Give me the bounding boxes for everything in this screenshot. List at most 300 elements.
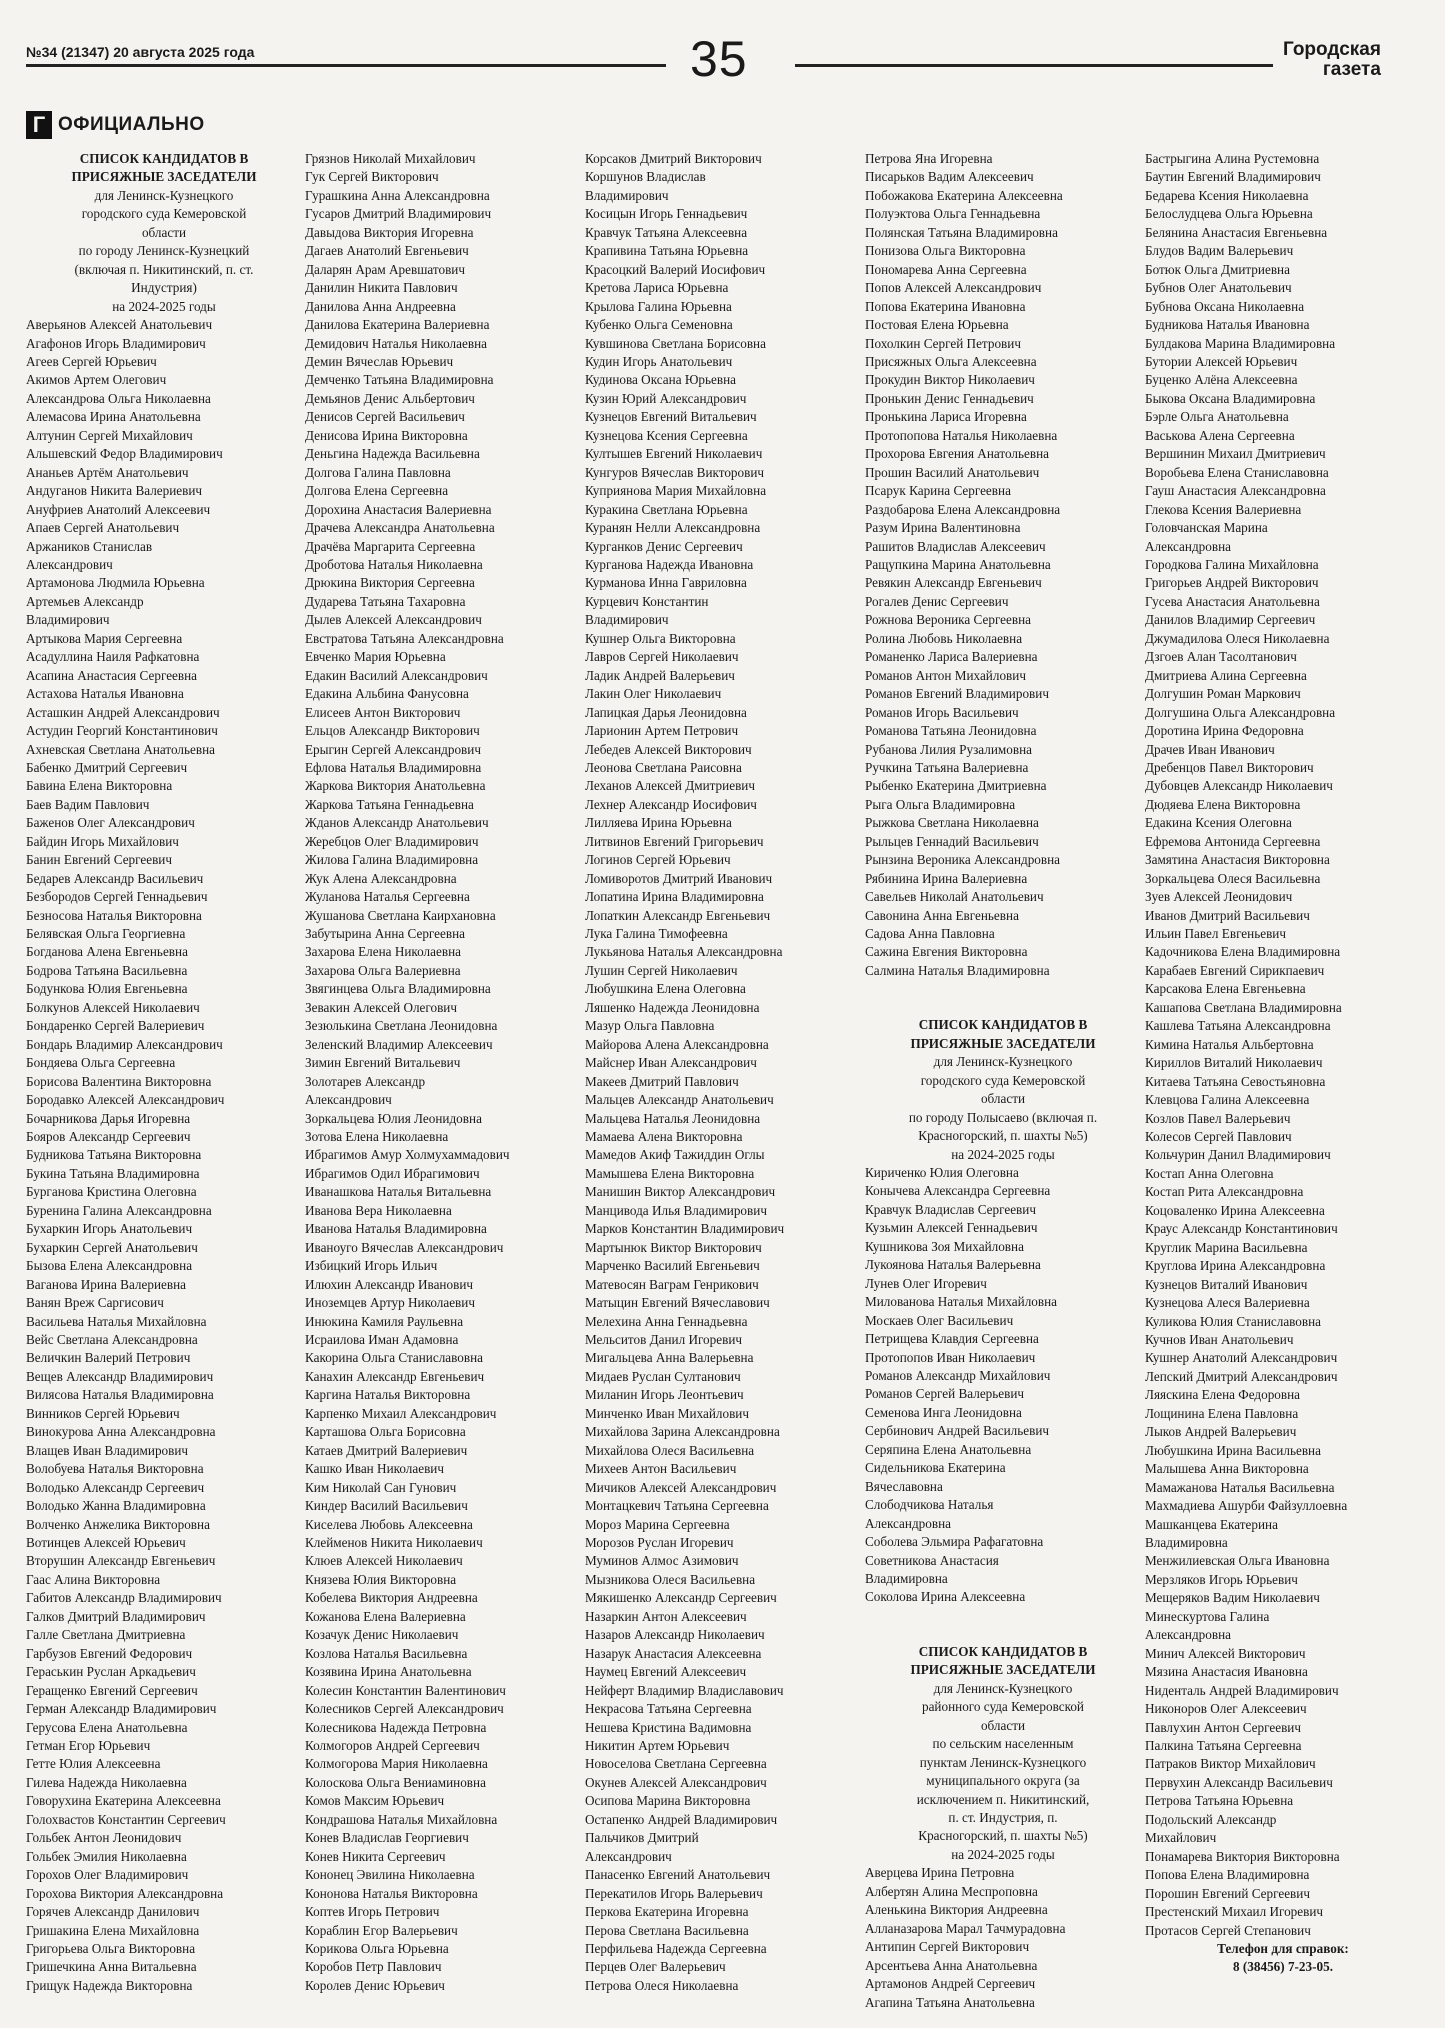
list-item: Захарова Елена Николаевна xyxy=(305,944,461,960)
list-item: Ручкина Татьяна Валериевна xyxy=(865,759,1029,775)
list-item: Владимирович xyxy=(585,612,669,628)
heading-line: (включая п. Никитинский, п. ст. xyxy=(74,261,254,277)
list-item: Петрова Олеся Николаевна xyxy=(585,1977,739,1993)
list-item: Слободчикова Наталья xyxy=(865,1497,994,1513)
header-rule-left xyxy=(26,64,666,67)
list-item: Болкунов Алексей Николаевич xyxy=(26,999,200,1015)
list-item: Сидельникова Екатерина xyxy=(865,1460,1006,1476)
list-item: Бызова Елена Александровна xyxy=(26,1258,193,1274)
list-item: Нейферт Владимир Владиславович xyxy=(585,1682,784,1698)
list-item: Лепский Дмитрий Александрович xyxy=(1145,1368,1338,1384)
list1-heading xyxy=(26,150,302,316)
list-item: Матевосян Ваграм Генрикович xyxy=(585,1276,759,1292)
newspaper-logo-icon: Г xyxy=(26,111,52,139)
list-item: Кузнецов Евгений Витальевич xyxy=(585,409,757,425)
list-item: Волченко Анжелика Викторовна xyxy=(26,1516,210,1532)
list-item: Жук Алена Александровна xyxy=(305,870,457,886)
list-item: Владимирович xyxy=(26,612,110,628)
list-item: Романов Евгений Владимирович xyxy=(865,686,1049,702)
column-2 xyxy=(305,150,581,1995)
list-item: Доротина Ирина Федоровна xyxy=(1145,723,1304,739)
list-item: Литвинов Евгений Григорьевич xyxy=(585,833,764,849)
list-item: Петрова Яна Игоревна xyxy=(865,151,993,166)
list-item: Зоркальцева Юлия Леонидовна xyxy=(305,1110,482,1126)
list-item: Захарова Ольга Валериевна xyxy=(305,962,461,978)
list-item: Ботюк Ольга Дмитриевна xyxy=(1145,261,1290,277)
list-item: Лушин Сергей Николаевич xyxy=(585,962,738,978)
list-item: Даларян Арам Аревшатович xyxy=(305,261,465,277)
list-item: Асапина Анастасия Сергеевна xyxy=(26,667,198,683)
list-item: Осипова Марина Викторовна xyxy=(585,1793,751,1809)
list-item: Рогалев Денис Сергеевич xyxy=(865,593,1009,609)
list-item: Рыбенко Екатерина Дмитриевна xyxy=(865,778,1047,794)
list-item: Корикова Ольга Юрьевна xyxy=(305,1940,449,1956)
list-item: Наумец Евгений Алексеевич xyxy=(585,1664,747,1680)
list-item: Семенова Инга Леонидовна xyxy=(865,1404,1022,1420)
list-item: Иванова Наталья Владимировна xyxy=(305,1221,487,1237)
list-item: Полуэктова Ольга Геннадьевна xyxy=(865,206,1041,222)
heading-line: СПИСОК КАНДИДАТОВ В xyxy=(918,1017,1088,1033)
list-item: Костап Рита Александровна xyxy=(1145,1184,1304,1200)
list-item: Горохов Олег Владимирович xyxy=(26,1867,189,1883)
list-item: Кушнер Ольга Викторовна xyxy=(585,630,736,646)
list-item: Денисова Ирина Викторовна xyxy=(305,427,468,443)
list-item: Бутории Алексей Юрьевич xyxy=(1145,353,1298,369)
list-item: Артыкова Мария Сергеевна xyxy=(26,630,183,646)
list-item: Крылова Галина Юрьевна xyxy=(585,298,732,314)
list-item: Бедарева Ксения Николаевна xyxy=(1145,187,1309,203)
list-item: Алтунин Сергей Михайлович xyxy=(26,427,193,443)
list-item: Лукьянова Наталья Александровна xyxy=(585,944,783,960)
list-item: Ильин Павел Евгеньевич xyxy=(1145,926,1286,942)
list-item: Буренина Галина Александровна xyxy=(26,1202,212,1218)
page-header xyxy=(0,0,1445,100)
list-item: Савонина Анна Евгеньевна xyxy=(865,907,1019,923)
list-item: Кононова Наталья Викторовна xyxy=(305,1885,478,1901)
list-item: Голохвастов Константин Сергеевич xyxy=(26,1811,226,1827)
section-label xyxy=(26,110,205,140)
list-item: Садова Анна Павловна xyxy=(865,926,995,942)
list-item: Бубнова Оксана Николаевна xyxy=(1145,298,1305,314)
spacer xyxy=(865,980,1141,1016)
list-item: Савельев Николай Анатольевич xyxy=(865,889,1044,905)
heading-line: на 2024-2025 годы xyxy=(951,1846,1055,1862)
list-item: Катаев Дмитрий Валериевич xyxy=(305,1442,468,1458)
list-item: Гилева Надежда Николаевна xyxy=(26,1774,187,1790)
list-item: Ванян Вреж Саргисович xyxy=(26,1295,164,1311)
heading-line: ПРИСЯЖНЫЕ ЗАСЕДАТЕЛИ xyxy=(910,1035,1096,1051)
list-item: Кузин Юрий Александрович xyxy=(585,390,747,406)
list-item: Городкова Галина Михайловна xyxy=(1145,556,1319,572)
list-item: Разум Ирина Валентиновна xyxy=(865,520,1021,536)
list-item: Кондрашова Наталья Михайловна xyxy=(305,1811,498,1827)
list-item: Албертян Алина Меспроповна xyxy=(865,1883,1038,1899)
list-item: Кудинова Оксана Юрьевна xyxy=(585,372,737,388)
list-item: Васильева Наталья Михайловна xyxy=(26,1313,207,1329)
list-item: Краус Александр Константинович xyxy=(1145,1221,1338,1237)
issue-info: №34 (21347) 20 августа 2025 года xyxy=(26,44,255,60)
list-item: Асташкин Андрей Александрович xyxy=(26,704,220,720)
list-item: Колмогорова Мария Николаевна xyxy=(305,1756,488,1772)
list-item: Малышева Анна Викторовна xyxy=(1145,1461,1309,1477)
list-item: Мамажанова Наталья Васильевна xyxy=(1145,1479,1335,1495)
list-item: Данилова Екатерина Валериевна xyxy=(305,317,490,333)
list-item: Дроботова Наталья Николаевна xyxy=(305,556,483,572)
list-item: Окунев Алексей Александрович xyxy=(585,1774,767,1790)
list-item: Деньгина Надежда Васильевна xyxy=(305,446,480,462)
list-item: Колоскова Ольга Вениаминовна xyxy=(305,1774,486,1790)
list-item: Иванов Дмитрий Васильевич xyxy=(1145,907,1310,923)
list-item: Владимировна xyxy=(1145,1534,1228,1550)
list-item: Дылев Алексей Александрович xyxy=(305,612,482,628)
list-item: Жеребцов Олег Владимирович xyxy=(305,833,479,849)
list-item: Ананьев Артём Анатольевич xyxy=(26,464,189,480)
list-item: Курганков Денис Сергеевич xyxy=(585,538,743,554)
list-item: Евстратова Татьяна Александровна xyxy=(305,630,504,646)
list-item: Бухаркин Игорь Анатольевич xyxy=(26,1221,193,1237)
list-item: Звягинцева Ольга Владимировна xyxy=(305,981,491,997)
list-item: Гришакина Елена Михайловна xyxy=(26,1922,200,1938)
list-item: Курманова Инна Гавриловна xyxy=(585,575,747,591)
list-item: Ефлова Наталья Владимировна xyxy=(305,759,482,775)
list-item: Махмадиева Ашурби Файзуллоевна xyxy=(1145,1498,1348,1514)
list-item: Драчев Иван Иванович xyxy=(1145,741,1275,757)
list-item: Кузьмин Алексей Геннадьевич xyxy=(865,1220,1038,1236)
heading-line: муниципального округа (за xyxy=(926,1773,1080,1789)
list-item: Аверьянов Алексей Анатольевич xyxy=(26,317,213,333)
list-item: Долгушина Ольга Александровна xyxy=(1145,704,1336,720)
list-item: Коробов Петр Павлович xyxy=(305,1959,442,1975)
list-item: Мякишенко Александр Сергеевич xyxy=(585,1590,777,1606)
column-1-names xyxy=(26,316,302,1995)
heading-line: СПИСОК КАНДИДАТОВ В xyxy=(79,151,249,166)
list-item: Андуганов Никита Валериевич xyxy=(26,483,203,499)
list-item: Дребенцов Павел Викторович xyxy=(1145,759,1314,775)
list-item: Минескуртова Галина xyxy=(1145,1608,1270,1624)
list-item: Бастрыгина Алина Рустемовна xyxy=(1145,151,1320,166)
list-item: Васькова Алена Сергеевна xyxy=(1145,427,1295,443)
list-item: Некрасова Татьяна Сергеевна xyxy=(585,1701,752,1717)
heading-line: для Ленинск-Кузнецкого xyxy=(94,187,234,203)
list-item: Мельситов Данил Игоревич xyxy=(585,1332,743,1347)
list-item: Зезюлькина Светлана Леонидовна xyxy=(305,1018,498,1034)
list-item: Кольчурин Данил Владимирович xyxy=(1145,1147,1331,1163)
list-item: Грязнов Николай Михайлович xyxy=(305,151,476,166)
list-item: Инюкина Камиля Раульевна xyxy=(305,1313,464,1329)
list-item: Бочарникова Дарья Игоревна xyxy=(26,1110,191,1126)
list-item: Винокурова Анна Александровна xyxy=(26,1424,216,1440)
list-item: Лыков Андрей Валерьевич xyxy=(1145,1424,1297,1440)
list-item: Минченко Иван Михайлович xyxy=(585,1405,749,1421)
list-item: Михайлова Зарина Александровна xyxy=(585,1424,780,1440)
list-item: Комов Максим Юрьевич xyxy=(305,1793,445,1809)
heading-line: области xyxy=(141,224,187,240)
list-item: Колесников Сергей Александрович xyxy=(305,1701,504,1717)
list-item: Будникова Татьяна Викторовна xyxy=(26,1147,202,1163)
list-item: Рыжкова Светлана Николаевна xyxy=(865,815,1039,831)
list-item: Кобелева Виктория Андреевна xyxy=(305,1590,478,1606)
list-item: Дударева Татьяна Тахаровна xyxy=(305,593,466,609)
list-item: Гераськин Руслан Аркадьевич xyxy=(26,1664,196,1680)
list-item: Зеленский Владимир Алексеевич xyxy=(305,1036,493,1052)
list-item: Данилов Владимир Сергеевич xyxy=(1145,612,1316,628)
list-item: Данилова Анна Андреевна xyxy=(305,298,456,314)
list-item: Горохова Виктория Александровна xyxy=(26,1885,224,1901)
list-item: Косицын Игорь Геннадьевич xyxy=(585,206,748,222)
list-item: Жаркова Виктория Анатольевна xyxy=(305,778,486,794)
list-item: Кубенко Ольга Семеновна xyxy=(585,317,733,333)
list-item: Мелехина Анна Геннадьевна xyxy=(585,1313,748,1329)
list-item: Зоркальцева Олеся Васильевна xyxy=(1145,870,1321,886)
list-item: Канахин Александр Евгеньевич xyxy=(305,1368,485,1384)
list-item: Романенко Лариса Валериевна xyxy=(865,649,1038,665)
list-item: Кожанова Елена Валериевна xyxy=(305,1608,466,1624)
list-item: Романов Сергей Валерьевич xyxy=(865,1386,1025,1402)
list-item: Белянина Анастасия Евгеньевна xyxy=(1145,224,1328,240)
list-item: Гольбек Антон Леонидович xyxy=(26,1830,182,1846)
list-item: Рубанова Лилия Рузалимовна xyxy=(865,741,1032,757)
list-item: Мальцева Наталья Леонидовна xyxy=(585,1110,761,1126)
list-item: Вершинин Михаил Дмитриевич xyxy=(1145,446,1326,462)
list-item: Присяжных Ольга Алексеевна xyxy=(865,353,1037,369)
list-item: Понизова Ольга Викторовна xyxy=(865,243,1026,259)
list-item: Лукоянова Наталья Валерьевна xyxy=(865,1257,1041,1273)
list-item: Мамышева Елена Викторовна xyxy=(585,1165,755,1181)
list-item: Салмина Наталья Владимировна xyxy=(865,962,1050,978)
list-item: Ефремова Антонида Сергеевна xyxy=(1145,833,1321,849)
list-item: Денисов Сергей Васильевич xyxy=(305,409,465,425)
list-item: Володько Жанна Владимировна xyxy=(26,1498,206,1514)
list-item: Гольбек Эмилия Николаевна xyxy=(26,1848,187,1864)
list-item: Дюдяева Елена Викторовна xyxy=(1145,796,1301,812)
list-item: Иноземцев Артур Николаевич xyxy=(305,1295,475,1311)
column-4 xyxy=(865,150,1141,2012)
list-item: Куранян Нелли Александровна xyxy=(585,520,761,536)
brand-line-2: газета xyxy=(1322,59,1381,80)
list-item: Бабенко Дмитрий Сергеевич xyxy=(26,759,188,775)
list-item: Вейс Светлана Александровна xyxy=(26,1332,198,1347)
list-item: Красоцкий Валерий Иосифович xyxy=(585,261,766,277)
list-item: Быкова Оксана Владимировна xyxy=(1145,390,1316,406)
list-item: Писарьков Вадим Алексеевич xyxy=(865,169,1034,185)
list-item: Макеев Дмитрий Павлович xyxy=(585,1073,739,1089)
heading-line: городского суда Кемеровской xyxy=(81,206,247,222)
list-item: Крапивина Татьяна Юрьевна xyxy=(585,243,749,259)
list-item: Раздобарова Елена Александровна xyxy=(865,501,1061,517)
list-item: Майорова Алена Александровна xyxy=(585,1036,769,1052)
list-item: Вилясова Наталья Владимировна xyxy=(26,1387,214,1403)
list-item: Лехнер Александр Иосифович xyxy=(585,796,757,812)
list-item: Князева Юлия Викторовна xyxy=(305,1571,457,1587)
column-1 xyxy=(26,150,302,1995)
list-item: Дорохина Анастасия Валериевна xyxy=(305,501,492,517)
list-item: Любушкина Елена Олеговна xyxy=(585,981,746,997)
list-item: Банин Евгений Сергеевич xyxy=(26,852,172,868)
list-item: Агапина Татьяна Анатольевна xyxy=(865,1994,1035,2010)
list-item: Бубнов Олег Анатольевич xyxy=(1145,280,1292,296)
list-item: Павлухин Антон Сергеевич xyxy=(1145,1719,1301,1735)
list3-heading xyxy=(865,1643,1141,1864)
list-item: Мамедов Акиф Тажиддин Оглы xyxy=(585,1147,765,1163)
list-item: Глекова Ксения Валериевна xyxy=(1145,501,1302,517)
list-item: Протопопов Иван Николаевич xyxy=(865,1349,1036,1365)
column-3-names xyxy=(585,150,861,1995)
list-item: Агеев Сергей Юрьевич xyxy=(26,353,157,369)
list-item: Вещев Александр Владимирович xyxy=(26,1368,214,1384)
list-item: Геращенко Евгений Сергеевич xyxy=(26,1682,198,1698)
list-item: Александрович xyxy=(585,1848,672,1864)
list-item: Давыдова Виктория Игоревна xyxy=(305,224,474,240)
list-item: Буценко Алёна Алексеевна xyxy=(1145,372,1298,388)
list-item: Данилин Никита Павлович xyxy=(305,280,458,296)
list-item: Рашитов Владислав Алексеевич xyxy=(865,538,1046,554)
list-item: Конев Никита Сергеевич xyxy=(305,1848,446,1864)
list-item: Романов Игорь Васильевич xyxy=(865,704,1019,720)
list-item: Монтацкевич Татьяна Сергеевна xyxy=(585,1498,769,1514)
list-item: Попова Екатерина Ивановна xyxy=(865,298,1026,314)
list-item: Ваганова Ирина Валериевна xyxy=(26,1276,186,1292)
list-item: Менжилиевская Ольга Ивановна xyxy=(1145,1553,1330,1569)
list-item: Гарбузов Евгений Федорович xyxy=(26,1645,193,1661)
list-item: Круглик Марина Васильевна xyxy=(1145,1239,1308,1255)
list-item: Пальчиков Дмитрий xyxy=(585,1830,699,1846)
footer-phone-label: Телефон для справок: xyxy=(1217,1940,1349,1956)
list-item: Иванова Вера Николаевна xyxy=(305,1202,452,1218)
list-item: Долгова Елена Сергеевна xyxy=(305,483,449,499)
heading-line: ПРИСЯЖНЫЕ ЗАСЕДАТЕЛИ xyxy=(910,1662,1096,1678)
list-item: Долгушин Роман Маркович xyxy=(1145,686,1301,702)
list-item: Матыцин Евгений Вячеславович xyxy=(585,1295,770,1311)
list-item: Антипин Сергей Викторович xyxy=(865,1939,1030,1955)
list-item: Гусева Анастасия Анатольевна xyxy=(1145,593,1320,609)
list-item: Бородавко Алексей Александрович xyxy=(26,1092,225,1108)
list-item: Артамонова Людмила Юрьевна xyxy=(26,575,205,591)
list-item: Мызникова Олеся Васильевна xyxy=(585,1571,756,1587)
list2-names xyxy=(865,1164,1141,1607)
list-item: Кувшинова Светлана Борисовна xyxy=(585,335,766,351)
list-item: Евченко Мария Юрьевна xyxy=(305,649,446,665)
list-item: Рожнова Вероника Сергеевна xyxy=(865,612,1032,628)
list-item: Михайлович xyxy=(1145,1830,1217,1846)
list-item: Байдин Игорь Михайлович xyxy=(26,833,179,849)
list-item: Ниденталь Андрей Владимирович xyxy=(1145,1682,1339,1698)
list-item: Кузнецов Виталий Иванович xyxy=(1145,1276,1308,1292)
list-item: Кораблин Егор Валерьевич xyxy=(305,1922,458,1938)
list-item: Аржаников Станислав xyxy=(26,538,153,554)
list-item: Кашлева Татьяна Александровна xyxy=(1145,1018,1331,1034)
list-item: Романов Антон Михайлович xyxy=(865,667,1026,683)
list-item: Едакина Альбина Фанусовна xyxy=(305,686,469,702)
list-item: Постовая Елена Юрьевна xyxy=(865,317,1009,333)
heading-line: ПРИСЯЖНЫЕ ЗАСЕДАТЕЛИ xyxy=(71,169,257,185)
heading-line: пунктам Ленинск-Кузнецкого xyxy=(919,1754,1087,1770)
list-item: Кузнецова Алеся Валериевна xyxy=(1145,1295,1310,1311)
list-item: Альшевский Федор Владимирович xyxy=(26,446,223,462)
list-item: Курганова Надежда Ивановна xyxy=(585,556,754,572)
list-item: Куприянова Мария Михайловна xyxy=(585,483,767,499)
list-item: Дзгоев Алан Тасолтанович xyxy=(1145,649,1297,665)
heading-line: городского суда Кемеровской xyxy=(920,1072,1086,1088)
list-item: Манцивода Илья Владимирович xyxy=(585,1202,767,1218)
list-item: Воробьева Елена Станиславовна xyxy=(1145,464,1329,480)
list-item: Рябинина Ирина Валериевна xyxy=(865,870,1028,886)
list-item: Лопатина Ирина Владимировна xyxy=(585,889,764,905)
list-item: Морозов Руслан Игоревич xyxy=(585,1534,734,1550)
list-item: Бондарь Владимир Александрович xyxy=(26,1036,223,1052)
list-item: Бэрле Ольга Анатольевна xyxy=(1145,409,1289,425)
list-item: Лунев Олег Игоревич xyxy=(865,1275,987,1291)
list-item: Жаркова Татьяна Геннадьевна xyxy=(305,796,474,812)
column-5-names xyxy=(1145,150,1421,1940)
list-item: Гаас Алина Викторовна xyxy=(26,1571,161,1587)
list-item: Ким Николай Сан Гунович xyxy=(305,1479,457,1495)
list-item: Кононец Эвилина Николаевна xyxy=(305,1867,475,1883)
list-item: Нешева Кристина Вадимовна xyxy=(585,1719,752,1735)
list2-heading xyxy=(865,1016,1141,1164)
list-item: Кадочникова Елена Владимировна xyxy=(1145,944,1341,960)
list-item: Герусова Елена Анатольевна xyxy=(26,1719,188,1735)
list-item: Головчанская Марина xyxy=(1145,520,1268,536)
list-item: Александровна xyxy=(1145,1627,1231,1643)
list-item: Козлов Павел Валерьевич xyxy=(1145,1110,1291,1126)
list-item: Миланин Игорь Леонтьевич xyxy=(585,1387,744,1403)
list-item: Рыльцев Геннадий Васильевич xyxy=(865,833,1039,849)
list-item: Мамаева Алена Викторовна xyxy=(585,1129,743,1145)
list-item: Едакина Ксения Олеговна xyxy=(1145,815,1292,831)
list-item: Едакин Василий Александрович xyxy=(305,667,488,683)
list-item: Пронькин Денис Геннадьевич xyxy=(865,390,1034,406)
heading-line: по городу Полысаево (включая п. xyxy=(908,1109,1098,1125)
list-item: Александрович xyxy=(305,1092,392,1108)
heading-line: области xyxy=(980,1091,1026,1107)
list-item: Демьянов Денис Альбертович xyxy=(305,390,475,406)
list-item: Сажина Евгения Викторовна xyxy=(865,944,1028,960)
list-item: Ревякин Александр Евгеньевич xyxy=(865,575,1042,591)
list-item: Михайлова Олеся Васильевна xyxy=(585,1442,755,1458)
list-item: Александрович xyxy=(26,556,113,572)
list-item: Агафонов Игорь Владимирович xyxy=(26,335,206,351)
spacer xyxy=(865,1607,1141,1643)
list-item: Никитин Артем Юрьевич xyxy=(585,1737,730,1753)
list-item: Бояров Александр Сергеевич xyxy=(26,1129,191,1145)
list-item: Побожакова Екатерина Алексеевна xyxy=(865,187,1063,203)
list-item: Горячев Александр Данилович xyxy=(26,1904,200,1920)
brand-line-1: Городская xyxy=(1283,39,1381,60)
list-item: Престенский Михаил Игоревич xyxy=(1145,1904,1324,1920)
list-item: Патраков Виктор Михайлович xyxy=(1145,1756,1316,1772)
list-item: Жушанова Светлана Каирхановна xyxy=(305,907,496,923)
list-item: Вотинцев Алексей Юрьевич xyxy=(26,1534,186,1550)
list-item: Бавина Елена Викторовна xyxy=(26,778,173,794)
list-item: Избицкий Игорь Ильич xyxy=(305,1258,438,1274)
list-item: Подольский Александр xyxy=(1145,1811,1277,1827)
list-item: Аверцева Ирина Петровна xyxy=(865,1865,1015,1881)
list-item: Перкова Екатерина Игоревна xyxy=(585,1904,749,1920)
list-item: Романова Татьяна Леонидовна xyxy=(865,723,1037,739)
list-item: Палкина Татьяна Сергеевна xyxy=(1145,1737,1302,1753)
list-item: Мязина Анастасия Ивановна xyxy=(1145,1664,1308,1680)
heading-line: Красногорский, п. шахты №5) xyxy=(918,1128,1088,1144)
list-item: Аленькина Виктория Андреевна xyxy=(865,1902,1048,1918)
list-item: Логинов Сергей Юрьевич xyxy=(585,852,731,868)
list-item: Первухин Александр Васильевич xyxy=(1145,1774,1333,1790)
list-item: Галле Светлана Дмитриевна xyxy=(26,1627,186,1643)
list-item: Владимирович xyxy=(585,187,669,203)
list-item: Романов Александр Михайлович xyxy=(865,1368,1051,1383)
list-item: Лука Галина Тимофеевна xyxy=(585,926,728,942)
list-item: Бедарев Александр Васильевич xyxy=(26,870,204,886)
list-item: Лилляева Ирина Юрьевна xyxy=(585,815,732,831)
